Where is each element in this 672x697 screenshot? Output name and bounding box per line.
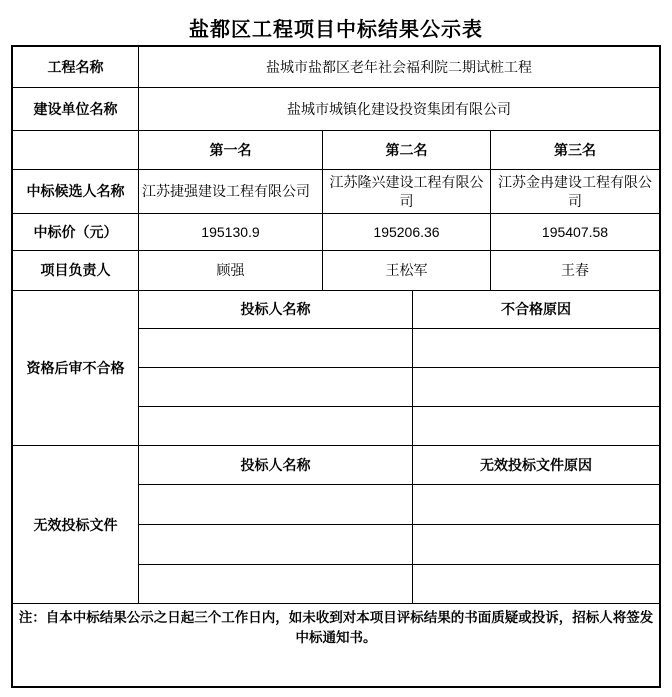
invalid-row-1-reason — [413, 485, 659, 524]
manager-2: 王松军 — [323, 251, 491, 290]
section-unqualified — [13, 291, 659, 446]
unqualified-header-bidder: 投标人名称 — [139, 291, 413, 328]
row-project-name — [13, 47, 659, 88]
unqualified-row-3-bidder — [139, 407, 413, 445]
unqualified-row-2-bidder — [139, 368, 413, 406]
candidate-3: 江苏金冉建设工程有限公司 — [498, 173, 652, 209]
project-name-value: 盐城市盐都区老年社会福利院二期试桩工程 — [266, 58, 532, 75]
manager-1: 顾强 — [139, 251, 323, 290]
footnote-line-2: 中标通知书。 — [295, 630, 377, 645]
row-prices — [13, 214, 659, 251]
rank-header-third: 第三名 — [554, 141, 596, 158]
rank-header-first: 第一名 — [139, 131, 323, 169]
invalid-row-2 — [139, 525, 659, 565]
invalid-header-reason: 无效投标文件原因 — [480, 456, 592, 473]
page-title: 盐都区工程项目中标结果公示表 — [189, 19, 483, 41]
owner-name-label: 建设单位名称 — [13, 88, 139, 130]
unqualified-row-3 — [139, 407, 659, 445]
invalid-row-2-reason — [413, 525, 659, 564]
price-label: 中标价（元） — [13, 214, 139, 250]
invalid-header-bidder: 投标人名称 — [139, 446, 413, 484]
candidate-1: 江苏捷强建设工程有限公司 — [139, 170, 323, 213]
invalid-section-label: 无效投标文件 — [13, 446, 139, 603]
section-invalid-bids — [13, 446, 659, 604]
row-owner-name — [13, 88, 659, 131]
unqualified-section-body — [139, 291, 659, 445]
manager-3: 王春 — [561, 262, 589, 278]
row-candidates — [13, 170, 659, 214]
unqualified-row-1-reason — [413, 329, 659, 367]
invalid-row-2-bidder — [139, 525, 413, 564]
candidates-label: 中标候选人名称 — [13, 170, 139, 213]
unqualified-row-2 — [139, 368, 659, 407]
unqualified-header-reason: 不合格原因 — [501, 301, 571, 317]
row-rank-headers — [13, 131, 659, 170]
invalid-section-body — [139, 446, 659, 603]
rank-header-empty-cell — [13, 131, 139, 169]
invalid-header-row — [139, 446, 659, 485]
unqualified-row-3-reason — [413, 407, 659, 445]
bid-result-table — [11, 45, 661, 688]
price-3: 195407.58 — [541, 223, 609, 240]
unqualified-header-row — [139, 291, 659, 329]
price-2: 195206.36 — [323, 214, 491, 250]
price-1: 195130.9 — [139, 214, 323, 250]
project-name-label: 工程名称 — [13, 47, 139, 87]
invalid-row-3-reason — [413, 565, 659, 603]
invalid-row-1-bidder — [139, 485, 413, 524]
unqualified-row-1-bidder — [139, 329, 413, 367]
footnote-line-1: 注：自本中标结果公示之日起三个工作日内，如未收到对本项目评标结果的书面质疑或投诉，招标人将签发 — [18, 610, 654, 625]
candidate-2: 江苏隆兴建设工程有限公司 — [323, 170, 491, 213]
invalid-row-3-bidder — [139, 565, 413, 603]
manager-label: 项目负责人 — [13, 251, 139, 290]
rank-header-second: 第二名 — [323, 131, 491, 169]
row-managers — [13, 251, 659, 291]
unqualified-row-2-reason — [413, 368, 659, 406]
unqualified-section-label: 资格后审不合格 — [13, 291, 139, 445]
invalid-row-1 — [139, 485, 659, 525]
footnote — [13, 604, 659, 686]
unqualified-row-1 — [139, 329, 659, 368]
invalid-row-3 — [139, 565, 659, 603]
owner-name-value: 盐城市城镇化建设投资集团有限公司 — [287, 100, 511, 117]
